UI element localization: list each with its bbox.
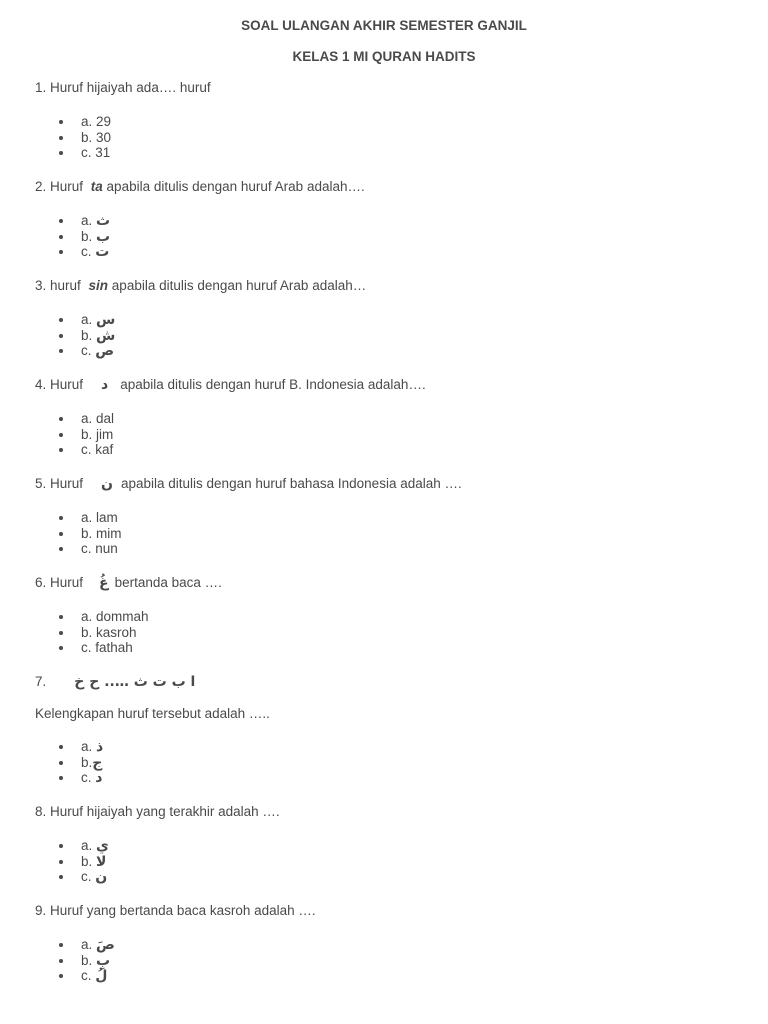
document-title: SOAL ULANGAN AKHIR SEMESTER GANJIL bbox=[241, 18, 527, 33]
option: a. ث bbox=[57, 213, 110, 229]
options-8 bbox=[57, 838, 109, 885]
option: c. د bbox=[57, 770, 103, 786]
options-2 bbox=[57, 213, 110, 260]
option: b. mim bbox=[57, 526, 122, 542]
option: a. 29 bbox=[57, 114, 111, 130]
arabic-letter: د bbox=[101, 377, 109, 393]
question-text: 9. Huruf yang bertanda baca kasroh adalah …. bbox=[35, 903, 316, 918]
option: a. س bbox=[57, 312, 115, 328]
option: a. ذ bbox=[57, 739, 103, 755]
question-text: 3. huruf bbox=[35, 278, 85, 293]
question-7-line2 bbox=[35, 706, 270, 722]
question-6 bbox=[35, 575, 222, 591]
question-text: apabila ditulis dengan huruf Arab adalah… bbox=[108, 278, 367, 293]
options-4 bbox=[57, 411, 114, 458]
option: a. dommah bbox=[57, 609, 149, 625]
question-keyword: ta bbox=[90, 179, 103, 194]
question-text: 8. Huruf hijaiyah yang terakhir adalah …. bbox=[35, 804, 280, 819]
option: b. ب bbox=[57, 229, 110, 245]
option: c. ن bbox=[57, 869, 109, 885]
options-7 bbox=[57, 739, 103, 786]
options-6 bbox=[57, 609, 149, 656]
question-keyword: sin bbox=[88, 278, 109, 293]
options-9 bbox=[57, 937, 115, 984]
question-8 bbox=[35, 804, 280, 820]
option: b. jim bbox=[57, 427, 114, 443]
option: c. لُ bbox=[57, 968, 115, 984]
question-text: apabila ditulis dengan huruf Arab adalah…. bbox=[102, 179, 365, 194]
question-number: 7. bbox=[35, 674, 47, 689]
question-text: 4. Huruf bbox=[35, 377, 84, 392]
option: c. kaf bbox=[57, 442, 114, 458]
arabic-letter: ن bbox=[101, 476, 113, 492]
arabic-letter: غُ bbox=[99, 575, 109, 591]
option: c. ت bbox=[57, 244, 110, 260]
document-subtitle: KELAS 1 MI QURAN HADITS bbox=[292, 49, 476, 64]
question-text: bertanda baca …. bbox=[114, 575, 222, 590]
option: c. ص bbox=[57, 343, 115, 359]
option: c. 31 bbox=[57, 145, 111, 161]
question-2 bbox=[35, 179, 365, 195]
question-text: 2. Huruf bbox=[35, 179, 87, 194]
options-1 bbox=[57, 114, 111, 161]
arabic-sequence: ا ب ت ث ….. ح خ bbox=[74, 674, 196, 690]
option: a. dal bbox=[57, 411, 114, 427]
question-4 bbox=[35, 377, 426, 393]
option: b. kasroh bbox=[57, 625, 149, 641]
question-text: 5. Huruf bbox=[35, 476, 84, 491]
option: a. lam bbox=[57, 510, 122, 526]
option: b. بِ bbox=[57, 953, 115, 969]
option: b. لا bbox=[57, 854, 109, 870]
question-text: 6. Huruf bbox=[35, 575, 84, 590]
option: c. fathah bbox=[57, 640, 149, 656]
option: a. صَ bbox=[57, 937, 115, 953]
question-text: apabila ditulis dengan huruf bahasa Indonesia adalah …. bbox=[120, 476, 462, 491]
option: a. ي bbox=[57, 838, 109, 854]
option: b. 30 bbox=[57, 130, 111, 146]
question-7 bbox=[35, 674, 195, 690]
options-3 bbox=[57, 312, 115, 359]
option: b. ش bbox=[57, 328, 115, 344]
option: c. nun bbox=[57, 541, 122, 557]
question-text: Kelengkapan huruf tersebut adalah ….. bbox=[35, 706, 270, 721]
question-3 bbox=[35, 278, 366, 294]
options-5 bbox=[57, 510, 122, 557]
question-text: 1. Huruf hijaiyah ada…. huruf bbox=[35, 80, 211, 95]
question-text: apabila ditulis dengan huruf B. Indonesia adalah…. bbox=[120, 377, 426, 392]
question-5 bbox=[35, 476, 462, 492]
question-9 bbox=[35, 903, 316, 919]
question-1 bbox=[35, 80, 211, 96]
option: b.ج bbox=[57, 755, 103, 771]
